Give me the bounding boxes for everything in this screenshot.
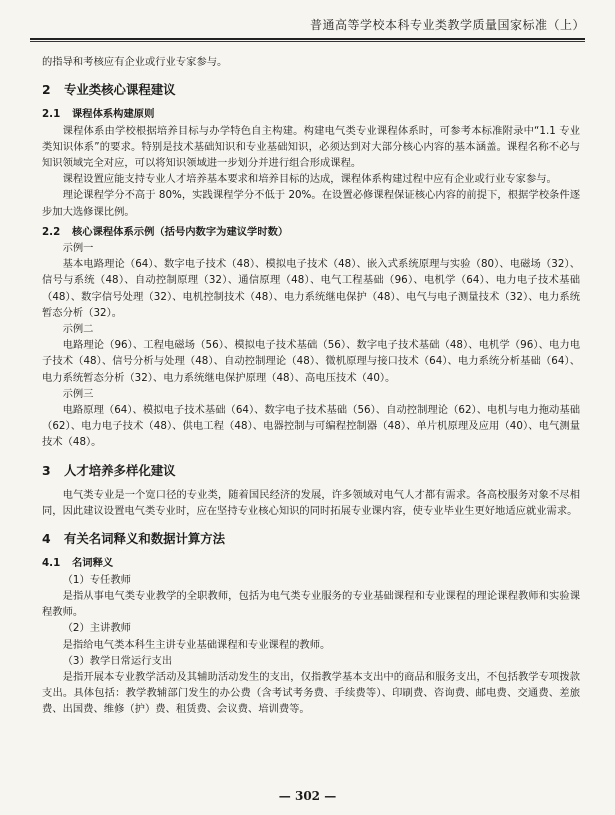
subsection-number: 2.2 <box>42 225 61 238</box>
section-heading <box>42 531 580 547</box>
example-text: 基本电路理论（64）、数字电子技术（48）、模拟电子技术（48）、嵌入式系统原理与实验（80）、电磁场（32）、信号与系统（48）、自动控制原理（32）、通信原理（48）、电气工程基础（96）、电机学（64）、电力电子技术基础（48）、数字信号处理（32）、电机控制技术（48）、电力系统继电保护（48）、电气与电子测量技术（32）、电力系统暂态分析（32）。 <box>42 258 580 319</box>
subsection-heading <box>42 106 580 122</box>
subsection-title: 课程体系构建原则 <box>72 108 155 121</box>
paragraph: 理论课程学分不高于 80%，实践课程学分不低于 20%。在设置必修课程保证核心内容的前提下，根据学校条件逐步加大选修课比例。 <box>42 189 580 218</box>
page-body <box>42 54 580 718</box>
example-label: 示例二 <box>62 323 94 336</box>
paragraph: 课程体系由学校根据培养目标与办学特色自主构建。构建电气类专业课程体系时，可参考本标准附录中“1.1 专业类知识体系”的要求。特别是技术基础知识和专业基础知识，必须达到对大部分核心内容的基本涵盖。课程名称不必与知识领域完全对应，可以将知识领域进一步划分并进行组合形成课程。 <box>42 124 580 170</box>
term-definition: 是指从事电气类专业教学的全职教师，包括为电气类专业服务的专业基础课程和专业课程的理论课程教师和实验课程教师。 <box>42 589 580 619</box>
term-definition: 是指开展本专业教学活动及其辅助活动发生的支出，仅指教学基本支出中的商品和服务支出，不包括教学专项拨款支出。具体包括：教学教辅部门发生的办公费（含考试考务费、手续费等）、印刷费、咨询费、邮电费、交通费、差旅费、出国费、维修（护）费、租赁费、会议费、培训费等。 <box>42 670 580 716</box>
subsection-title: 核心课程体系示例（括号内数字为建议学时数） <box>72 225 289 238</box>
section-number: 4 <box>42 531 51 547</box>
subsection-number: 2.1 <box>42 108 61 121</box>
subsection-title: 名词释义 <box>72 557 114 570</box>
section-heading <box>42 82 580 98</box>
subsection-heading <box>42 555 580 571</box>
section-heading <box>42 463 580 479</box>
subsection-number: 4.1 <box>42 557 61 570</box>
example-text: 电路理论（96）、工程电磁场（56）、模拟电子技术基础（56）、数字电子技术基础（48）、电机学（96）、电力电子技术（48）、信号分析与处理（48）、自动控制理论（48）、微机原理与接口技术（64）、电力系统分析基础（64）、电力系统暂态分析（32）、电力系统继电保护原理（48）、高电压技术（40）。 <box>42 339 580 384</box>
continued-line: 的指导和考核应有企业或行业专家参与。 <box>42 56 228 68</box>
paragraph: 课程设置应能支持专业人才培养基本要求和培养目标的达成，课程体系构建过程中应有企业或行业专家参与。 <box>62 173 557 186</box>
page-number: — 302 — <box>278 789 337 803</box>
term-label: （3）教学日常运行支出 <box>62 654 173 667</box>
section-number: 2 <box>42 82 51 98</box>
paragraph: 电气类专业是一个宽口径的专业类，随着国民经济的发展，许多领域对电气人才都有需求。各高校服务对象不尽相同，因此建议设置电气类专业时，应在坚持专业核心知识的同时拓展专业课内容，使专业毕业生更好地适应就业需求。 <box>42 488 580 518</box>
subsection-heading <box>42 224 580 240</box>
section-title: 有关名词释义和数据计算方法 <box>64 531 226 547</box>
example-text: 电路原理（64）、模拟电子技术基础（64）、数字电子技术基础（56）、自动控制理论（62）、电机与电力拖动基础（62）、电力电子技术（48）、供电工程（48）、电器控制与可编程控制器（48）、单片机原理及应用（40）、电气测量技术（48）。 <box>42 404 580 449</box>
term-definition: 是指给电气类本科生主讲专业基础课程和专业课程的教师。 <box>62 638 331 651</box>
header-rule <box>30 38 585 40</box>
example-label: 示例一 <box>62 242 94 255</box>
term-label: （2）主讲教师 <box>62 622 131 635</box>
example-label: 示例三 <box>62 387 94 400</box>
section-title: 专业类核心课程建议 <box>64 82 176 98</box>
header-rule-thin <box>30 41 585 42</box>
section-number: 3 <box>42 462 51 478</box>
running-header: 普通高等学校本科专业类教学质量国家标准（上） <box>309 18 585 32</box>
term-label: （1）专任教师 <box>62 573 131 586</box>
section-title: 人才培养多样化建议 <box>64 462 176 478</box>
